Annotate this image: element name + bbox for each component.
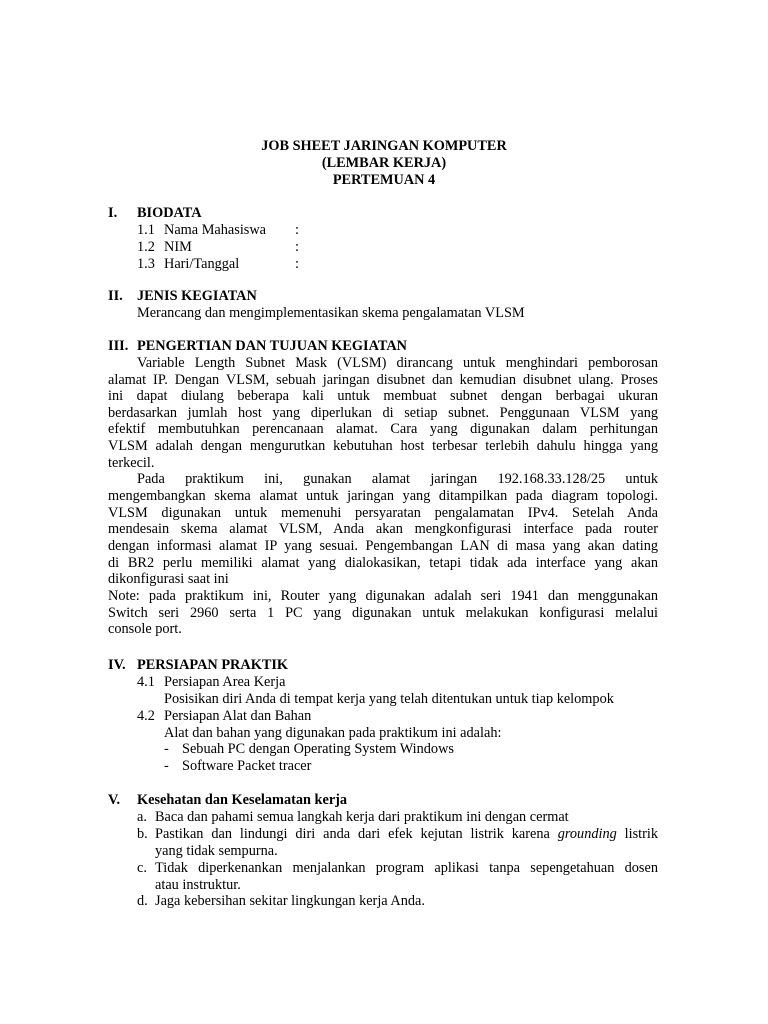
biodata-num-2: 1.2 — [137, 239, 155, 255]
section-title-k3: Kesehatan dan Keselamatan kerja — [137, 792, 348, 808]
paragraph-line: dengan informasi alamat IP yang sesuai. Pengembangan LAN di masa yang akan dating — [108, 538, 658, 554]
biodata-colon-3: : — [295, 256, 299, 272]
paragraph-line: ini dapat diulang beberapa kali untuk membuat subnet dengan berbagai ukuran — [108, 388, 658, 404]
list-item-b — [155, 826, 658, 843]
doc-meeting: PERTEMUAN 4 — [332, 172, 436, 188]
bullet-item: Software Packet tracer — [182, 758, 312, 774]
paragraph-line: VLSM adalah dengan mengurutkan kebutuhan host terbesar terlebih dahulu hingga yang — [108, 438, 658, 454]
section-title-persiapan: PERSIAPAN PRAKTIK — [137, 657, 289, 673]
list-letter-b: b. — [137, 826, 148, 842]
biodata-colon-1: : — [295, 222, 299, 238]
biodata-num-3: 1.3 — [137, 256, 155, 272]
list-letter-a: a. — [137, 809, 147, 825]
section-num-jenis: II. — [108, 288, 123, 304]
paragraph-line: di BR2 perlu memiliki alamat yang dialokasikan, tetapi tidak ada interface yang akan — [108, 555, 658, 571]
note-line: console port. — [108, 621, 182, 637]
paragraph-line: VLSM digunakan untuk memenuhi persyaratan pengalamatan IPv4. Setelah Anda — [108, 505, 658, 521]
section-title-biodata: BIODATA — [137, 205, 202, 221]
paragraph-line: alamat IP. Dengan VLSM, sebuah jaringan disubnet dan kemudian disubnet ulang. Proses — [108, 372, 658, 388]
paragraph-line: efektif membutuhkan perencanaan alamat. Cara yang digunakan dalam perhitungan — [108, 421, 658, 437]
list-item-c: Tidak diperkenankan menjalankan program aplikasi tanpa sepengetahuan dosen — [155, 860, 658, 876]
bullet-dash: - — [164, 758, 169, 774]
section-title-jenis: JENIS KEGIATAN — [137, 288, 257, 304]
biodata-num-1: 1.1 — [137, 222, 155, 238]
list-item-a: Baca dan pahami semua langkah kerja dari praktikum ini dengan cermat — [155, 809, 569, 825]
section-num-persiapan: IV. — [108, 657, 126, 673]
section-num-pengertian: III. — [108, 338, 129, 354]
section-num-biodata: I. — [108, 205, 118, 221]
paragraph-line: Pada praktikum ini, gunakan alamat jaringan 192.168.33.128/25 untuk — [137, 471, 658, 487]
list-item-b-line2: yang tidak sempurna. — [155, 843, 278, 859]
list-letter-c: c. — [137, 860, 147, 876]
paragraph-line: Variable Length Subnet Mask (VLSM) dirancang untuk menghindari pemborosan — [137, 355, 658, 371]
subsection-num-4-2: 4.2 — [137, 708, 155, 724]
note-line: Switch seri 2960 serta 1 PC yang digunakan untuk melakukan konfigurasi melalui — [108, 605, 658, 621]
biodata-colon-2: : — [295, 239, 299, 255]
subsection-num-4-1: 4.1 — [137, 674, 155, 690]
list-item-c-line2: atau instruktur. — [155, 877, 241, 893]
biodata-label-name: Nama Mahasiswa — [164, 222, 267, 238]
doc-title: JOB SHEET JARINGAN KOMPUTER — [261, 138, 507, 154]
paragraph-line: dikonfigurasi saat ini — [108, 571, 229, 587]
subsection-title-area: Persiapan Area Kerja — [164, 674, 286, 690]
list-letter-d: d. — [137, 893, 148, 909]
doc-subtitle: (LEMBAR KERJA) — [321, 155, 447, 171]
bullet-dash: - — [164, 741, 169, 757]
section-title-pengertian: PENGERTIAN DAN TUJUAN KEGIATAN — [137, 338, 407, 354]
jenis-text: Merancang dan mengimplementasikan skema pengalamatan VLSM — [137, 305, 525, 321]
bullet-item: Sebuah PC dengan Operating System Windows — [182, 741, 454, 757]
subsection-title-tools: Persiapan Alat dan Bahan — [164, 708, 312, 724]
paragraph-line: mengembangkan skema alamat untuk jaringan yang ditampilkan pada diagram topologi. — [108, 488, 658, 504]
note-line: Note: pada praktikum ini, Router yang digunakan adalah seri 1941 dan menggunakan — [108, 588, 658, 604]
list-item-b-italic: grounding — [557, 826, 617, 842]
list-item-b-pre: Pastikan dan lindungi diri anda dari efek kejutan listrik karena — [155, 826, 558, 842]
biodata-label-nim: NIM — [164, 239, 192, 255]
list-item-b-post: listrik — [616, 826, 659, 842]
section-num-k3: V. — [108, 792, 121, 808]
list-item-d: Jaga kebersihan sekitar lingkungan kerja Anda. — [155, 893, 425, 909]
paragraph-line: terkecil. — [108, 455, 155, 471]
biodata-label-date: Hari/Tanggal — [164, 256, 240, 272]
paragraph-line: mendesain skema alamat VLSM, Anda akan mengkonfigurasi interface pada router — [108, 521, 658, 537]
subsection-text-tools: Alat dan bahan yang digunakan pada praktikum ini adalah: — [164, 725, 502, 741]
paragraph-line: berdasarkan jumlah host yang diperlukan di setiap subnet. Penggunaan VLSM yang — [108, 405, 658, 421]
subsection-text-area: Posisikan diri Anda di tempat kerja yang telah ditentukan untuk tiap kelompok — [164, 691, 614, 707]
